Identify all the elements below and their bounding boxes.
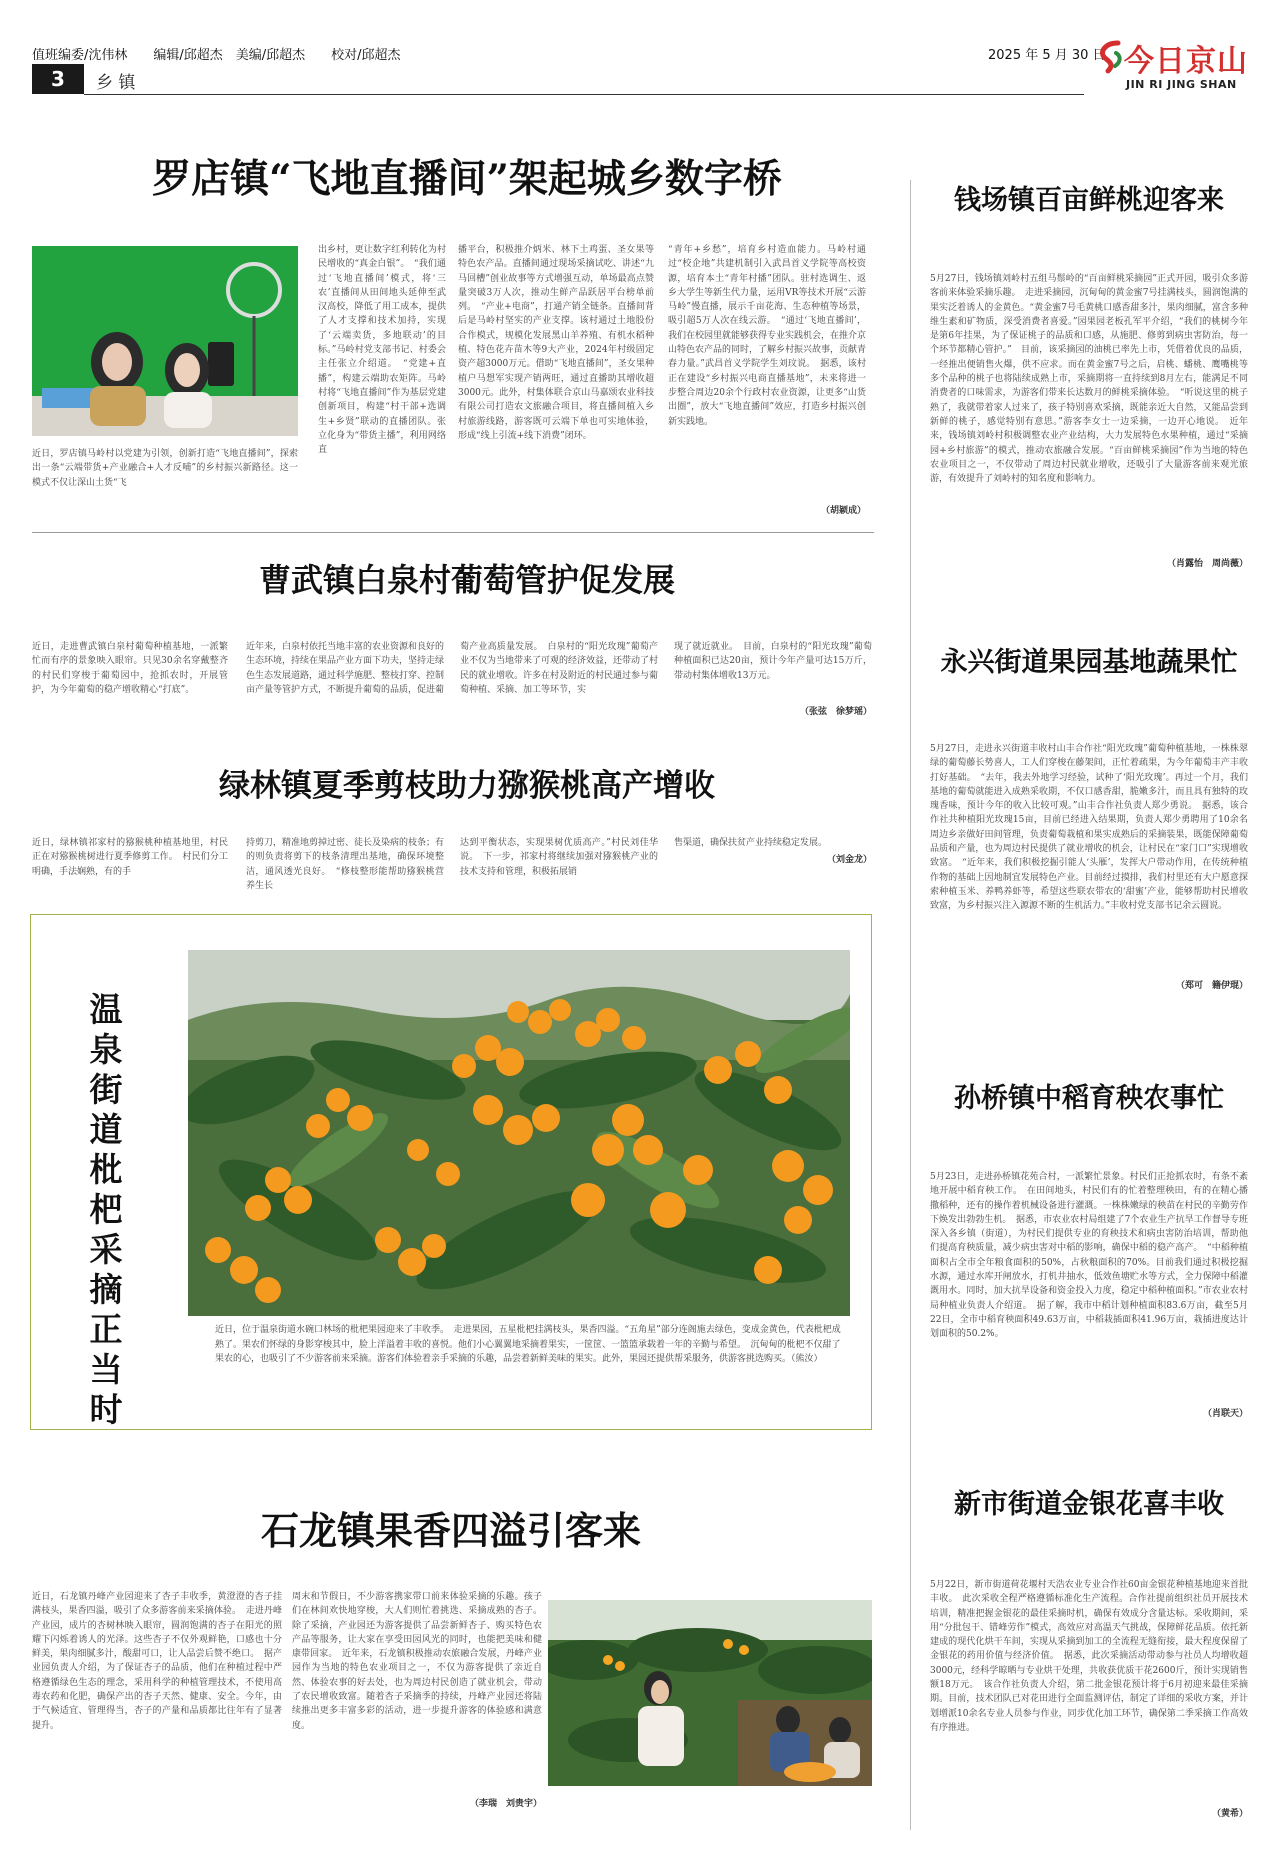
headline-shilong: 石龙镇果香四溢引客来: [260, 1508, 641, 1553]
lvlin-col1: 近日，绿林镇祁家村的猕猴桃种植基地里，村民正在对猕猴桃树进行夏季修剪工作。 村民们分工明确，手法娴熟，有的手: [32, 838, 228, 877]
caowu-byline: （张弦 徐梦瑶）: [799, 707, 872, 717]
headline-xinshi: 新市街道金银花喜丰收: [954, 1489, 1224, 1520]
shilong-byline: （李瑞 刘贵宇）: [469, 1799, 542, 1809]
qianchang-body: 5月27日，钱场镇刘岭村五组马鬃岭的“百亩鲜桃采摘园”正式开园，吸引众多游客前来体验采摘乐趣。 走进采摘园，沉甸甸的黄金蜜7号挂满枝头，圆润饱满的果实泛着诱人的金黄色。“黄金蜜7号毛黄桃口感香甜多汁，果肉细腻，富含多种维生素和矿物质，深受消费者喜爱。”园果园老板孔军平介绍，“我们的桃树今年是第6年挂果，为了保证桃子的品质和口感，从施肥、修剪到病虫害防治，每一个环节都精心管护。” 目前，该采摘园的油桃已率先上市，凭借着优良的品质，一经推出便销售火爆，供不应求。而在黄金蜜7号之后，启桃、蟠桃、鹰嘴桃等多个品种的桃子也将陆续成熟上市，采摘期将一直持续到8月左右，能满足不同消费者的口味需求，为游客们带来长达数月的鲜桃采摘体验。 “听说这里的桃子熟了，我就带着家人过来了，孩子特别喜欢采摘，既能亲近大自然，又能品尝到新鲜的桃子，感觉特别有意思。”游客李女士一边采摘，一边开心地说。 近年来，钱场镇刘岭村积极调整农业产业结构，大力发展特色水果种植，通过“采摘园+乡村旅游”的模式，推动农旅融合发展。“百亩鲜桃采摘园”作为当地的特色农业项目之一，不仅带动了周边村民就业增收，还吸引了大量游客前来观光旅游，有效提升了刘岭村的知名度和影响力。: [930, 274, 1248, 485]
shilong-col1: 近日，石龙镇丹峰产业园迎来了杏子丰收季，黄澄澄的杏子挂满枝头，果香四溢，吸引了众多游客前来采摘体验。 走进丹峰产业园，成片的杏树林映入眼帘，圆润饱满的杏子在阳光的照耀下闪烁着诱人的光泽。这些杏子不仅外观鲜艳，口感也十分鲜美，果肉细腻多汁，酸甜可口，让人品尝后赞不绝口。 据产业园负责人介绍，为了保证杏子的品质，他们在种植过程中严格遵循绿色生态的理念，采用科学的种植管理技术，不使用高毒农药和化肥，确保产出的杏子天然、健康、安全。今年，由于气候适宜、管理得当，杏子的产量和品质都比往年有了显著提升。: [32, 1592, 282, 1731]
livestream-photo: [32, 246, 298, 436]
masthead-rule: [84, 94, 1084, 95]
yongxing-body: 5月27日，走进永兴街道丰收村山丰合作社“阳光玫瑰”葡萄种植基地，一株株翠绿的葡萄藤长势喜人，工人们穿梭在藤架间，正忙着疏果，为今年葡萄丰产丰收打好基础。 “去年，我去外地学习经验，试种了‘阳光玫瑰’。再过一个月，我们基地的葡萄就能进入成熟采收期，不仅口感香甜，脆嫩多汁，而且具有独特的玫瑰香味，预计今年的收入比较可观。”山丰合作社负责人郑少勇说。 据悉，该合作社共种植阳光玫瑰15亩，目前已经进入结果期，负责人郑少勇聘用了10余名周边乡亲做好田间管理，负责葡萄栽植和果实成熟后的采摘装果，既能保障葡萄品质和产量，也为周边村民提供了就业增收的机会，让村民在“家门口”实现增收致富。 “近年来，我们积极挖掘引能人‘头雁’，发挥大户带动作用，在传统种植作物的基础上因地制宜发展特色产业。目前经过摸排，我们村里还有大户愿意探索种植玉米、养鸭养虾等，希望这些联农带农的‘甜蜜’产业，能够帮助村民增收致富，为乡村振兴注入源源不断的生机活力。”丰收村党支部书记余云圆说。: [930, 744, 1248, 912]
luodian-col2: 出乡村，更让数字红利转化为村民增收的“真金白银”。 “我们通过‘飞地直播间’模式，将‘三农’直播间从田间地头延伸至武汉高校，降低了用工成本，提供了人才支撑和技术加持，实现了‘云端卖货，多地联动’的目标。”马岭村党支部书记、村委会主任张立介绍道。 “党建+直播”，构建云端助农矩阵。马岭村将“飞地直播间”作为基层党建创新项目，构建“村干部+选调生+乡贤”联动的直播团队。张立化身为“带货主播”，利用网络直: [318, 245, 446, 456]
lvlin-col2: 持剪刀，精准地剪掉过密、徒长及染病的枝条；有的则负责将剪下的枝条清理出基地，确保环境整洁，通风透光良好。 “修枝整形能帮助猕猴桃营养生长: [246, 838, 444, 891]
luodian-col3: 播平台，积极推介炳米、林下土鸡蛋、圣女果等特色农产品。直播间通过现场采摘试吃、讲述“九马回槽”创业故事等方式增强互动，单场最高点赞量突破3万人次，推动生鲜产品跃居平台榜单前列。 “产业+电商”，打通产销全链条。直播间背后是马岭村坚实的产业支撑。该村通过土地股份合作模式，规模化发展黑山羊养殖、有机水稻种植、特色花卉苗木等9大产业，2024年村级固定资产超3000万元。借助“飞地直播间”，圣女果种植户马想军实现产销两旺，通过直播助其增收超3000元。此外，村集体联合京山马嘉颂农业科技有限公司打造农文旅融合项目，将直播间植入乡村旅游线路，游客既可云端下单也可实地体验，形成“线上引流+线下消费”闭环。: [458, 245, 654, 441]
logo-emblem-icon: [1096, 40, 1126, 74]
wenquan-caption: 近日，位于温泉街道水碗口林场的枇杷果园迎来了丰收季。 走进果园，五星枇杷挂满枝头，果香四溢。“五角星”部分连阁施去绿色，变成金黄色，代表枇杷成熟了。果农们怀绿的身影穿梭其中，脸上洋溢着丰收的喜悦。他们小心翼翼地采摘着果实，一筐筐、一篮篮承载着一年的辛勤与希望。 沉甸甸的枇杷不仅甜了果农的心，也吸引了不少游客前来采摘。游客们体验着亲手采摘的乐趣，品尝着新鲜美味的果实。此外，果园还提供帮采服务，供游客挑选购买。（熊汝）: [215, 1325, 841, 1364]
headline-sunqiao: 孙桥镇中稻育秧农事忙: [954, 1083, 1224, 1114]
lvlin-col3: 达到平衡状态，实现果树优质高产。”村民刘佳华说。 下一步，祁家村将继续加强对猕猴桃产业的技术支持和管理，积极拓展销: [460, 838, 658, 877]
caowu-col1: 近日，走进曹武镇白泉村葡萄种植基地，一派繁忙而有序的景象映入眼帘。只见30余名穿戴整齐的村民们穿梭于葡萄园中，抢抓农时，开展管护，为今年葡萄的稳产增收精心“打底”。: [32, 642, 228, 695]
qianchang-byline: （肖露怡 周尚薇）: [1166, 559, 1248, 569]
masthead-date: 2025 年 5 月 30 日: [988, 48, 1106, 63]
logo-text: 今日京山: [1124, 44, 1248, 79]
lvlin-col4: 售渠道，确保扶贫产业持续稳定发展。: [674, 838, 828, 848]
yongxing-byline: （郑可 籍伊琨）: [1175, 981, 1248, 991]
sunqiao-byline: （肖联天）: [1202, 1409, 1248, 1419]
xinshi-body: 5月22日，新市街道荷花堰村天浩农业专业合作社60亩金银花种植基地迎来首批丰收。 此次采收全程严格遵循标准化生产流程。合作社提前组织社员开展技术培训，精准把握金银花的最佳采摘时机，确保有效成分含量达标。采收期间，采用“分批包干、错峰劳作”模式，高效应对高温天气挑战，保障鲜花品质。依托新建成的现代化烘干车间，实现从采摘到加工的全流程无缝衔接，最大程度保留了金银花的药用价值与经济价值。 据悉，此次采摘活动带动参与社员人均增收超3000元，经科学晾晒与专业烘干处理，共收获优质干花2600斤，预计实现销售额18万元。 该合作社负责人介绍，第二批金银花预计将于6月初迎来最佳采摘期。目前，技术团队已对花田进行全面监测评估，制定了详细的采收方案，并计划增派10余名专业人员参与作业，同步优化加工环节，确保第二季采摘工作高效有序推进。: [930, 1580, 1248, 1733]
caowu-col2: 近年来，白泉村依托当地丰富的农业资源和良好的生态环境，持续在果品产业方面下功夫，坚持走绿色生态发展道路，通过科学施肥、整枝打穿、控制亩产量等管护方式，不断提升葡萄的品质，促进葡: [246, 642, 444, 695]
loquat-photo: [188, 950, 850, 1316]
headline-wenquan: 温泉街道枇杷采摘正当时: [89, 990, 123, 1429]
lvlin-byline: （刘金龙）: [826, 855, 872, 865]
divider: [32, 532, 874, 533]
headline-caowu: 曹武镇白泉村葡萄管护促发展: [258, 561, 675, 599]
sunqiao-body: 5月23日，走进孙桥镇花苑合村，一派繁忙景象。村民们正抢抓农时，有条不紊地开展中稻育秧工作。 在田间地头，村民们有的忙着整理秧田，有的在精心播撒稻种，还有的操作着机械设备进行灌溉。一株株嫩绿的秧苗在村民的辛勤劳作下焕发出勃勃生机。 据悉，市农业农村局组建了7个农业生产抗旱工作督导专班深入各乡镇（街道），为村民们提供专业的育秧技术和病虫害防治培训，帮助他们提高育秧质量，减少病虫害对中稻的影响，确保中稻的稳产高产。 “中稻种植面积占全市全年粮食面积的50%，占秋粮面积的70%。目前我们通过积极挖掘水源，通过水库开闸放水，打机井抽水，低效鱼塘贮水等方式，全力保障中稻灌溉用水。同时，加大抗旱设备和资金投入力度，稳定中稻种植面积。”市农业农村局种植业负责人介绍道。 据了解，我市中稻计划种植面积83.6万亩，截至5月22日，全市中稻育秧面积49.63万亩，中稻栽插面积41.96万亩，栽插进度达计划面积的50.2%。: [930, 1172, 1248, 1340]
newspaper-logo: [1096, 34, 1276, 92]
shilong-col2: 周末和节假日，不少游客携家带口前来体验采摘的乐趣。孩子们在林间欢快地穿梭，大人们则忙着挑选、采摘成熟的杏子。除了采摘，产业园还为游客提供了品尝新鲜杏子、购买特色农产品等服务，让大家在享受田园风光的同时，也能把美味和健康带回家。 近年来，石龙镇积极推动农旅融合发展，丹峰产业园作为当地的特色农业项目之一，不仅为游客提供了亲近自然、体验农事的好去处，也为周边村民创造了就业机会，带动了农民增收致富。随着杏子采摘季的持续，丹峰产业园还将陆续推出更多丰富多彩的活动，进一步提升游客的体验感和满意度。: [292, 1592, 542, 1731]
luodian-byline: （胡颖成）: [820, 506, 866, 516]
xinshi-byline: （黄希）: [1211, 1809, 1248, 1819]
luodian-col4: “青年+乡愁”，培育乡村造血能力。马岭村通过“校企地”共建机制引入武昌首义学院等高校资源，培育本土“青年村播”团队。驻村选调生、返乡大学生等新生代力量，运用VR等技术开展“云游马岭”慢直播，展示千亩花海、生态种植等场景，吸引超5万人次在线云游。 “通过‘飞地直播间’，我们在校园里就能够获得专业实践机会，在推介京山特色农产品的同时，了解乡村振兴故事，贡献青春力量。”武昌首义学院学生刘玟说。 据悉，该村正在建设“乡村振兴电商直播基地”，未来将进一步整合周边20余个行政村农业资源，让更多“山货出圈”，放大“飞地直播间”效应，打造乡村振兴创新实践地。: [668, 245, 866, 427]
headline-lvlin: 绿林镇夏季剪枝助力猕猴桃高产增收: [219, 768, 715, 804]
masthead-staff: 值班编委/沈伟林 编辑/邱超杰 美编/邱超杰 校对/邱超杰: [32, 48, 401, 63]
apricot-harvest-photo: [548, 1600, 872, 1786]
luodian-col1: 近日，罗店镇马岭村以党建为引领，创新打造“飞地直播间”，探索出一条“云端带货+产业融合+人才反哺”的乡村振兴新路径。这一模式不仅让深山土货“飞: [32, 449, 298, 488]
page-number: 3: [32, 64, 84, 94]
caowu-col4: 现了就近就业。 目前，白泉村的“阳光玫瑰”葡萄种植面积已达20亩，预计今年产量可达15万斤，带动村集体增收13万元。: [674, 642, 872, 681]
section-label: 乡 镇: [96, 73, 136, 93]
column-divider: [910, 180, 911, 1830]
caowu-col3: 萄产业高质量发展。 白泉村的“阳光玫瑰”葡萄产业不仅为当地带来了可观的经济效益，还带动了村民的就业增收。许多在村及附近的村民通过参与葡萄种植、采摘、加工等环节，实: [460, 642, 658, 695]
headline-luodian: 罗店镇“飞地直播间”架起城乡数字桥: [152, 156, 782, 202]
headline-qianchang: 钱场镇百亩鲜桃迎客来: [954, 185, 1224, 216]
logo-pinyin: JIN RI JING SHAN: [1126, 78, 1237, 91]
headline-yongxing: 永兴街道果园基地蔬果忙: [940, 647, 1238, 678]
